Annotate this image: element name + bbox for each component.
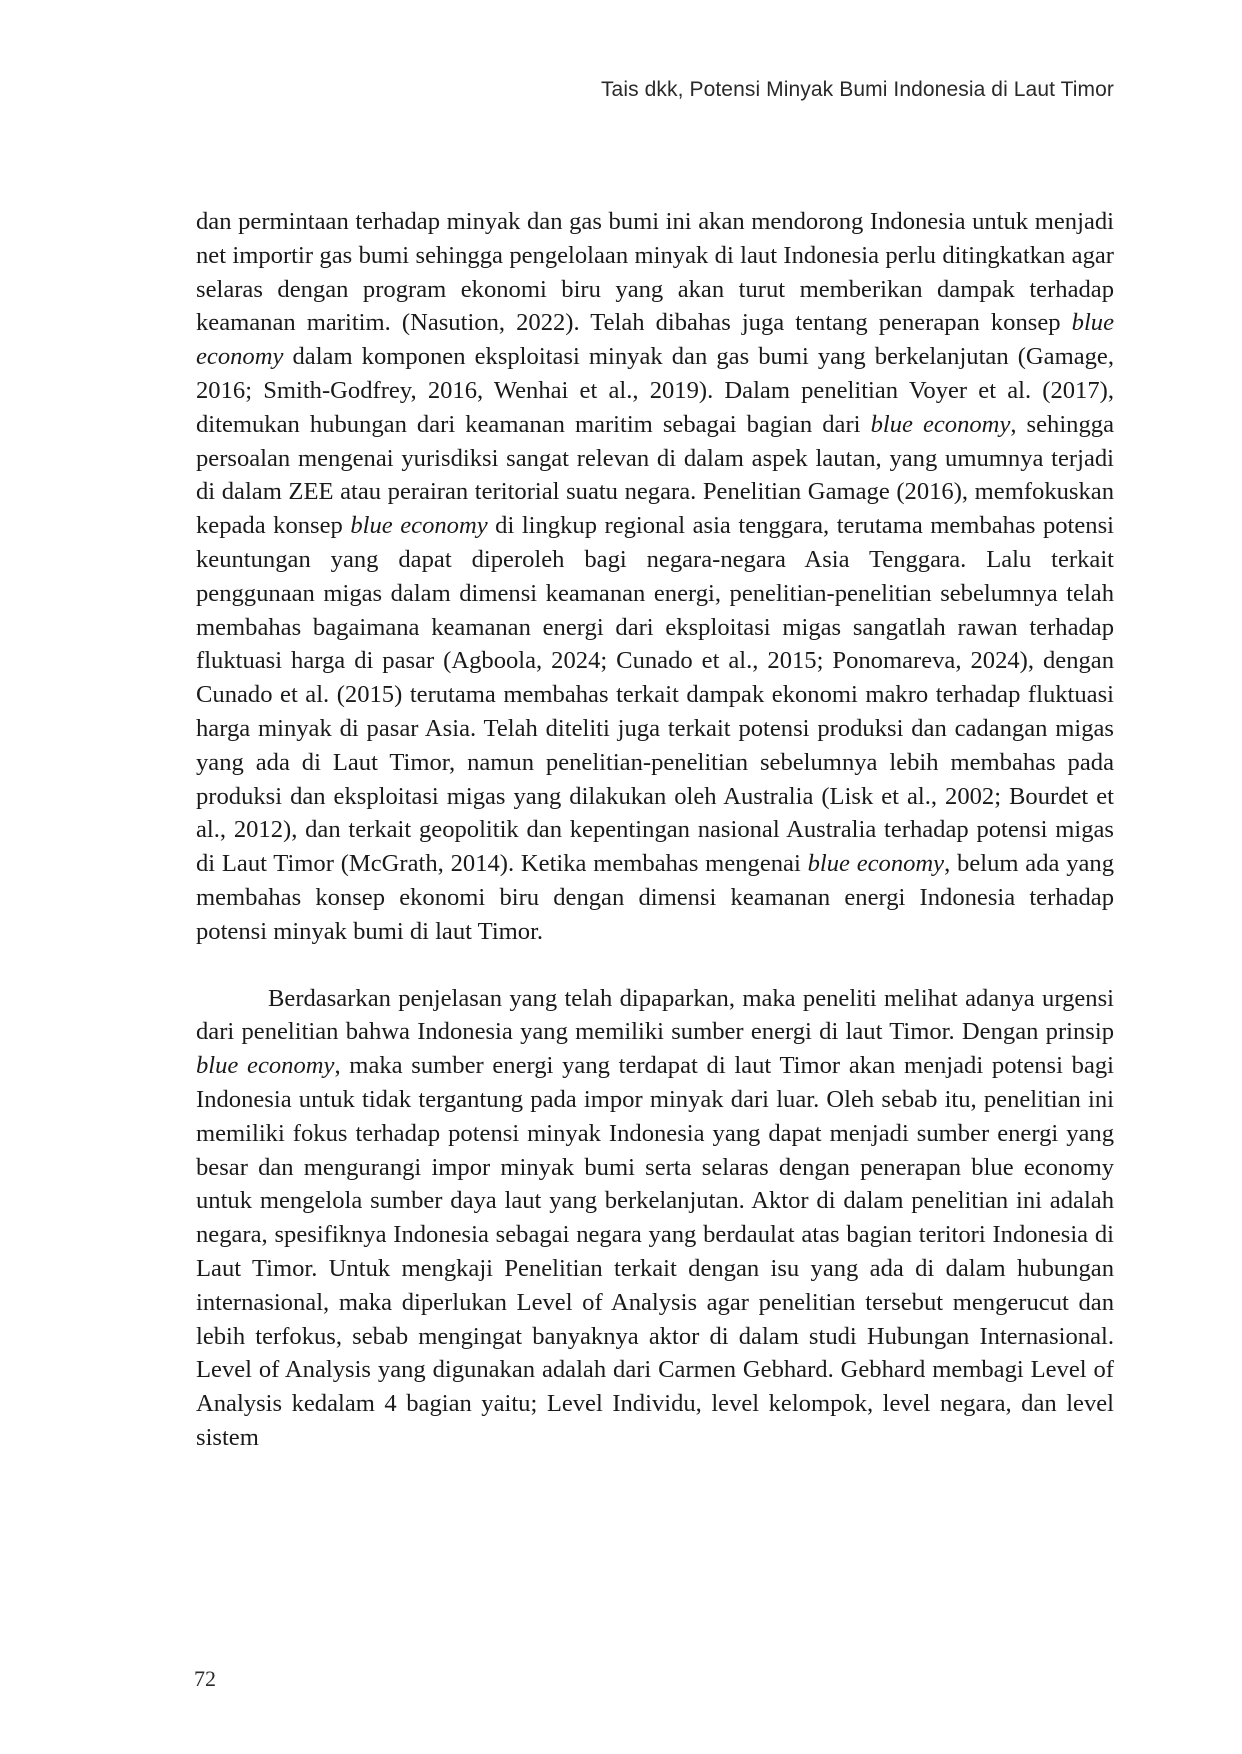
paragraph-2-text-2: , maka sumber energi yang terdapat di laut Timor akan menjadi potensi bagi Indonesia untuk tidak tergantung pada impor minyak dari luar. Oleh sebab itu, penelitian ini memiliki fokus terhadap potensi minyak Indonesia yang dapat menjadi sumber energi yang besar dan mengurangi impor minyak bumi serta selaras dengan penerapan blue economy untuk mengelola sumber daya laut yang berkelanjutan. Aktor di dalam penelitian ini adalah negara, spesifiknya Indonesia sebagai negara yang berdaulat atas bagian teritori Indonesia di Laut Timor. Untuk mengkaji Penelitian terkait dengan isu yang ada di dalam hubungan internasional, maka diperlukan Level of Analysis agar penelitian tersebut mengerucut dan lebih terfokus, sebab mengingat banyaknya aktor di dalam studi Hubungan Internasional. Level of Analysis yang digunakan adalah dari Carmen Gebhard. Gebhard membagi Level of Analysis kedalam 4 bagian yaitu; Level Individu, level kelompok, level negara, dan level sistem	[196, 1052, 1114, 1451]
paragraph-1-text-3: , sehingga persoalan mengenai yurisdiksi sangat relevan di dalam aspek lautan, yang umumnya terjadi di dalam ZEE atau perairan teritorial suatu negara. Penelitian Gamage (2016), memfokuskan kepada konsep	[196, 410, 1114, 540]
paragraph-1-text-1: dan permintaan terhadap minyak dan gas bumi ini akan mendorong Indonesia untuk menjadi net importir gas bumi sehingga pengelolaan minyak di laut Indonesia perlu ditingkatkan agar selaras dengan program ekonomi biru yang akan turut memberikan dampak terhadap keamanan maritim. (Nasution, 2022). Telah dibahas juga tentang penerapan konsep	[196, 208, 1114, 337]
paragraph-1-italic-2: blue economy	[870, 410, 1011, 438]
paragraph-1	[196, 205, 1114, 949]
paragraph-1-text-2: dalam komponen eksploitasi minyak dan gas bumi yang berkelanjutan (Gamage, 2016; Smith-Godfrey, 2016, Wenhai et al., 2019). Dalam penelitian Voyer et al. (2017), ditemukan hubungan dari keamanan maritim sebagai bagian dari	[196, 343, 1114, 438]
paragraph-1-text-4: di lingkup regional asia tenggara, terutama membahas potensi keuntungan yang dapat diperoleh bagi negara-negara Asia Tenggara. Lalu terkait penggunaan migas dalam dimensi keamanan energi, penelitian-penelitian sebelumnya telah membahas bagaimana keamanan energi dari eksploitasi migas sangatlah rawan terhadap fluktuasi harga di pasar (Agboola, 2024; Cunado et al., 2015; Ponomareva, 2024), dengan Cunado et al. (2015) terutama membahas terkait dampak ekonomi makro terhadap fluktuasi harga minyak di pasar Asia. Telah diteliti juga terkait potensi produksi dan cadangan migas yang ada di Laut Timor, namun penelitian-penelitian sebelumnya lebih membahas pada produksi dan eksploitasi migas yang dilakukan oleh Australia (Lisk et al., 2002; Bourdet et al., 2012), dan terkait geopolitik dan kepentingan nasional Australia terhadap potensi migas di Laut Timor (McGrath, 2014). Ketika membahas mengenai	[196, 512, 1115, 878]
paragraph-1-italic-3: blue economy	[350, 512, 488, 540]
body-text	[196, 205, 1114, 1455]
paragraph-1-text-5: , belum ada yang membahas konsep ekonomi biru dengan dimensi keamanan energi Indonesia terhadap potensi minyak bumi di laut Timor.	[196, 850, 1115, 945]
running-header: Tais dkk, Potensi Minyak Bumi Indonesia di Laut Timor	[600, 78, 1114, 101]
paragraph-2-text-1: Berdasarkan penjelasan yang telah dipaparkan, maka peneliti melihat adanya urgensi dari penelitian bahwa Indonesia yang memiliki sumber energi di laut Timor. Dengan prinsip	[196, 984, 1114, 1046]
paragraph-2-italic-1: blue economy	[196, 1052, 335, 1080]
paragraph-2	[196, 982, 1114, 1455]
page-number: 72	[194, 1666, 216, 1691]
paragraph-1-italic-1: blue economy	[196, 309, 1114, 371]
paragraph-1-italic-4: blue economy	[807, 850, 945, 878]
